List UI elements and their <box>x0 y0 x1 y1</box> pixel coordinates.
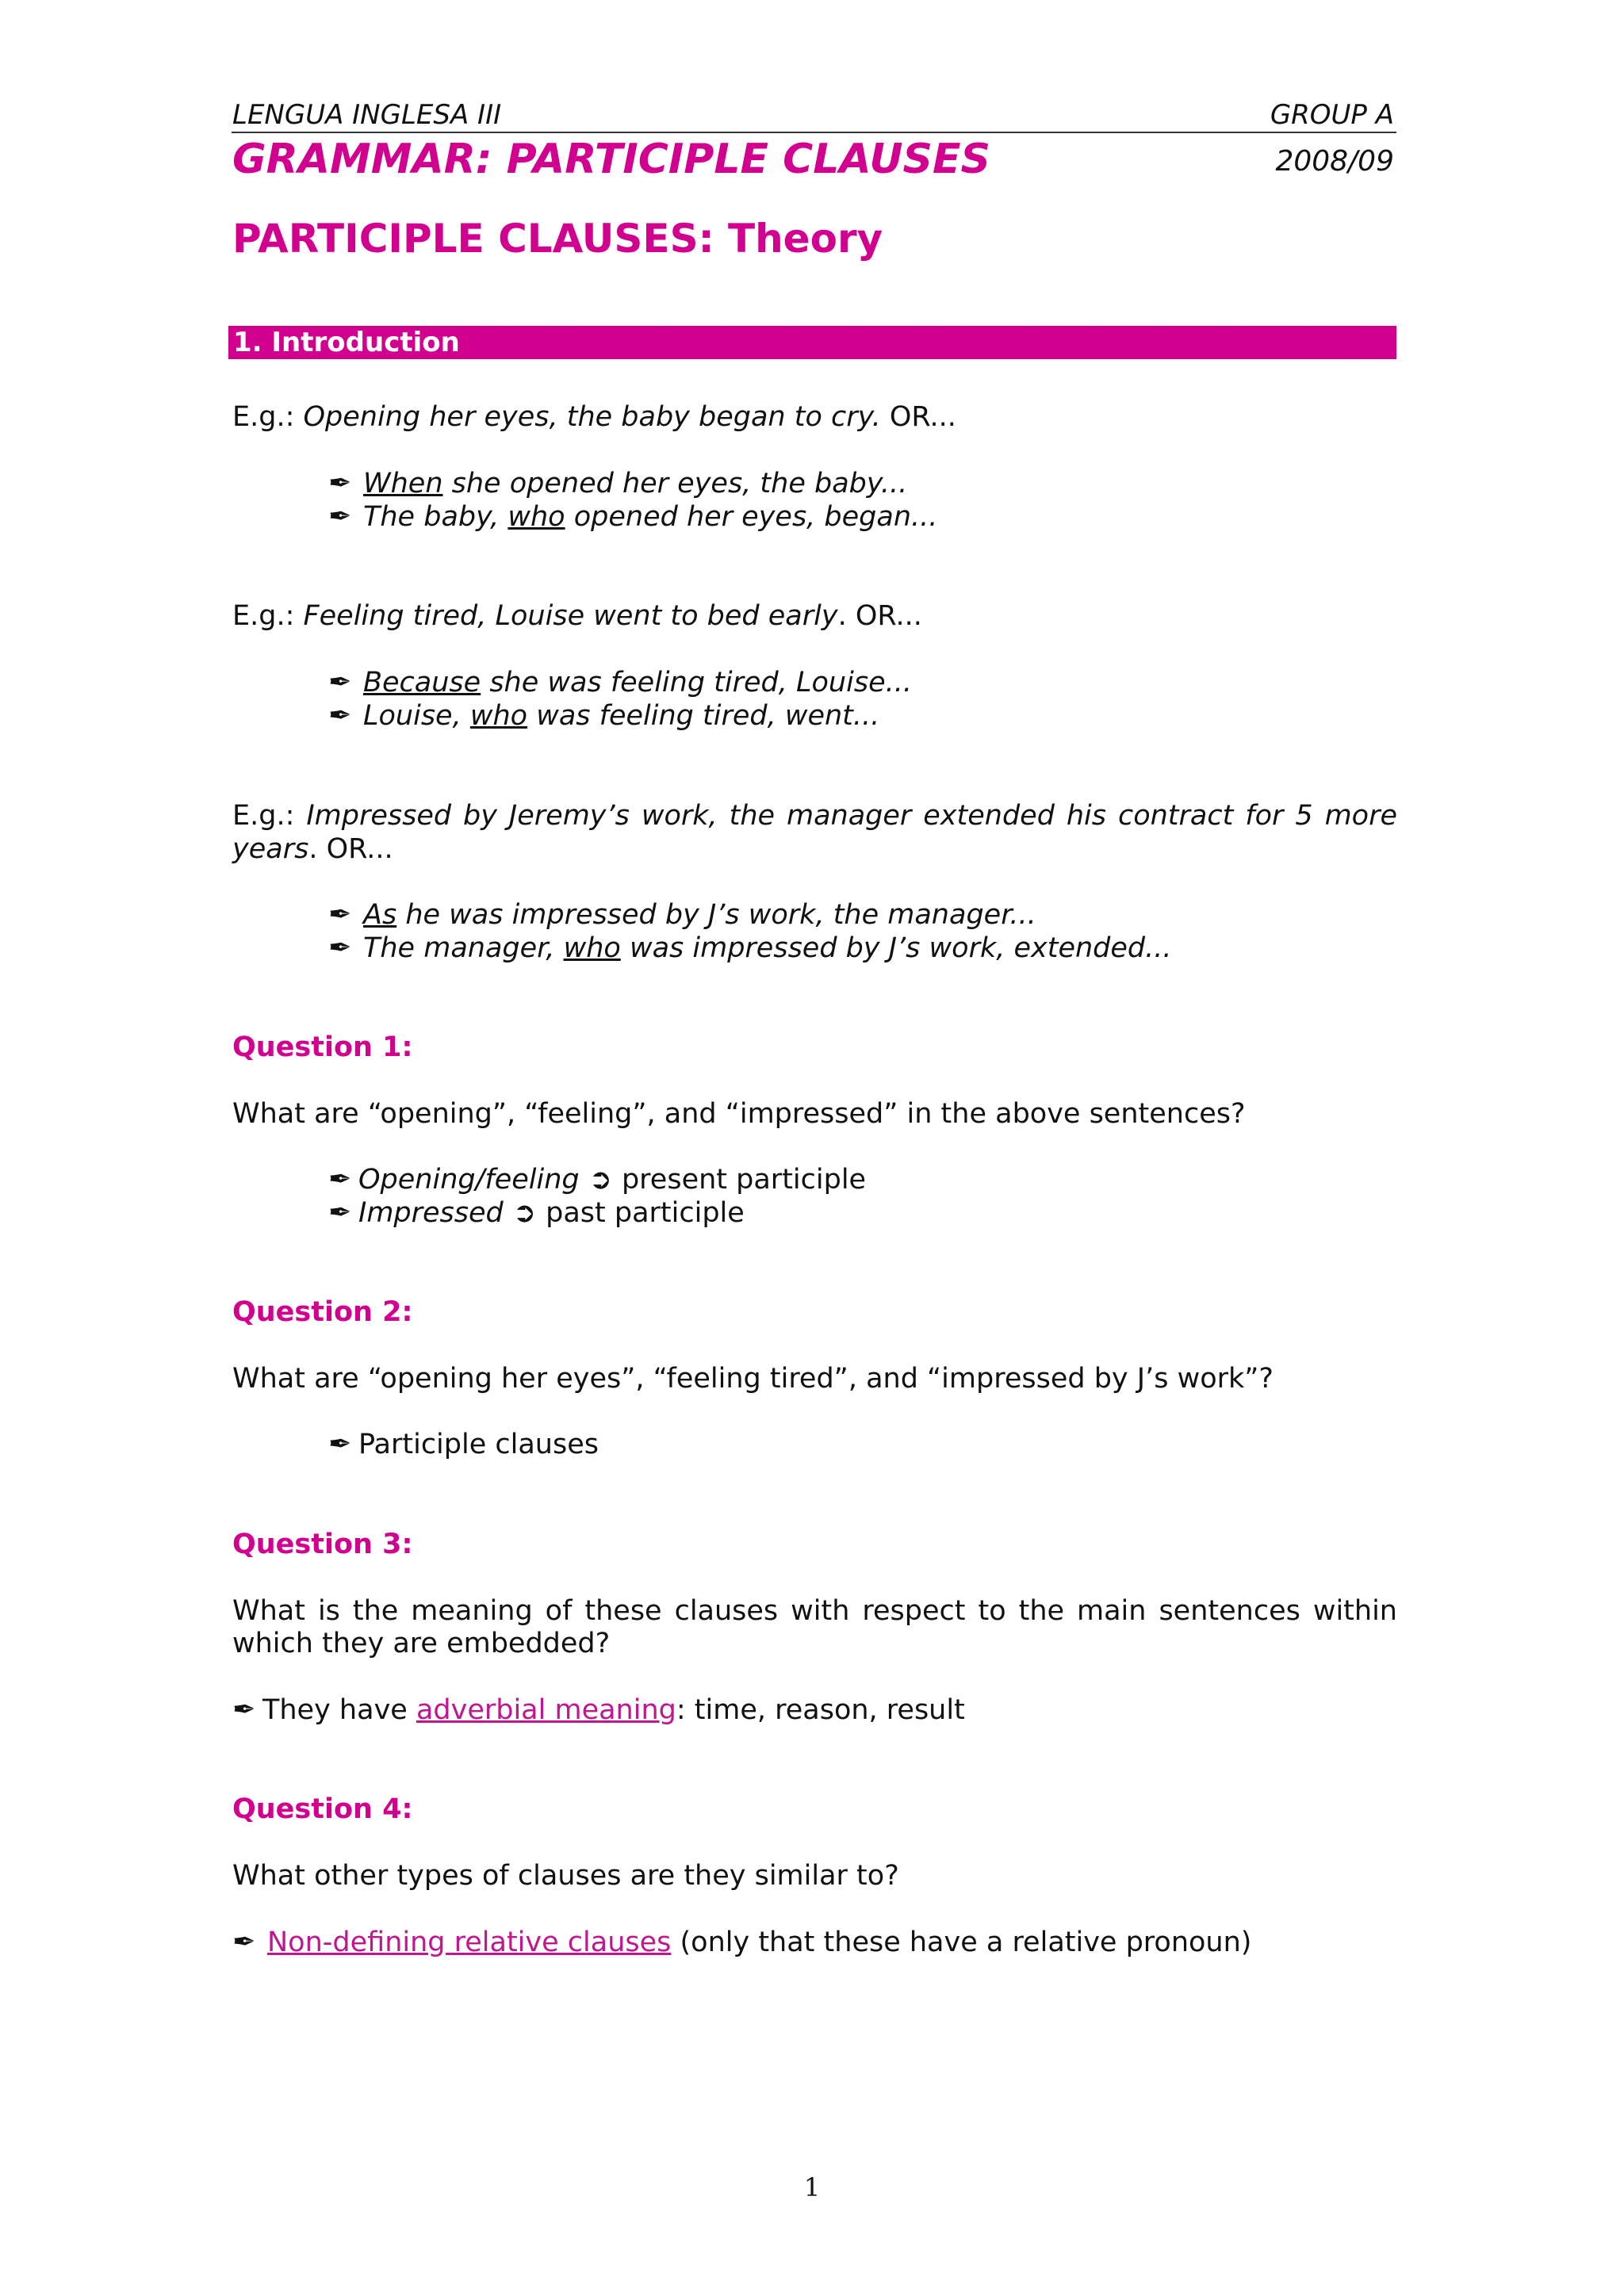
keyword: As <box>363 899 397 931</box>
example-sentence: Opening her eyes, the baby began to cry. <box>303 401 881 433</box>
example-3-line-2: years. OR... <box>232 833 393 865</box>
example-1 <box>232 400 956 434</box>
example-prefix: E.g.: <box>232 800 307 832</box>
document-title: GRAMMAR: PARTICIPLE CLAUSES <box>232 136 990 183</box>
adverbial-meaning-link[interactable]: adverbial meaning <box>416 1694 676 1726</box>
non-defining-relative-clauses-link[interactable]: Non-defining relative clauses <box>267 1927 672 1958</box>
pen-bullet-icon: ✒ <box>232 1694 256 1726</box>
question-3-text-line-2: which they are embedded? <box>232 1628 611 1659</box>
pen-bullet-icon: ✒ <box>328 700 352 732</box>
question-4-label: Question 4: <box>232 1793 413 1825</box>
keyword: who <box>563 932 621 964</box>
keyword: Because <box>363 667 481 698</box>
example-2 <box>232 599 922 633</box>
question-4-text: What other types of clauses are they similar to? <box>232 1860 899 1892</box>
page-number: 1 <box>803 2172 821 2202</box>
academic-year: 2008/09 <box>1275 145 1394 178</box>
keyword: who <box>469 700 528 732</box>
header-rule <box>232 132 1396 133</box>
keyword: When <box>363 468 443 499</box>
example-prefix: E.g.: <box>232 401 304 433</box>
example-1-bullet-2: ✒ The baby, who opened her eyes, began... <box>328 501 938 533</box>
question-4-answer: ✒ Non-defining relative clauses (only that these have a relative pronoun) <box>232 1927 1252 1958</box>
example-3-bullet-1: ✒ As he was impressed by J’s work, the manager... <box>328 899 1036 931</box>
pen-bullet-icon: ✒ <box>328 1429 352 1460</box>
pen-bullet-icon: ✒ <box>328 468 352 499</box>
or-label: . OR... <box>837 600 922 632</box>
question-2-label: Question 2: <box>232 1296 413 1328</box>
pen-bullet-icon: ✒ <box>328 1197 352 1229</box>
arrow-right-icon: ➲ <box>512 1197 537 1229</box>
question-1-answer-1: ✒ Opening/feeling ➲ present participle <box>328 1164 867 1196</box>
question-2-answer: ✒ Participle clauses <box>328 1429 599 1460</box>
or-label: . OR... <box>308 833 393 865</box>
example-2-bullet-2: ✒ Louise, who was feeling tired, went... <box>328 700 880 732</box>
question-3-label: Question 3: <box>232 1529 413 1560</box>
group-label: GROUP A <box>1270 99 1394 131</box>
course-name: LENGUA INGLESA III <box>232 99 502 131</box>
pen-bullet-icon: ✒ <box>328 899 352 931</box>
question-1-label: Question 1: <box>232 1031 413 1063</box>
question-3-answer: ✒ They have adverbial meaning: time, reason, result <box>232 1694 965 1726</box>
arrow-right-icon: ➲ <box>588 1164 612 1196</box>
example-2-bullet-1: ✒ Because she was feeling tired, Louise... <box>328 667 912 698</box>
pen-bullet-icon: ✒ <box>328 501 352 533</box>
page-subtitle: PARTICIPLE CLAUSES: Theory <box>232 216 883 262</box>
pen-bullet-icon: ✒ <box>328 932 352 964</box>
example-sentence: Feeling tired, Louise went to bed early <box>303 600 838 632</box>
example-1-bullet-1: ✒ When she opened her eyes, the baby... <box>328 468 908 499</box>
question-2-text: What are “opening her eyes”, “feeling tired”, and “impressed by J’s work”? <box>232 1363 1274 1395</box>
example-sentence: Impressed by Jeremy’s work, the manager extended his contract for 5 more <box>306 800 1397 832</box>
question-1-answer-2: ✒ Impressed ➲ past participle <box>328 1197 745 1229</box>
question-1-text: What are “opening”, “feeling”, and “impressed” in the above sentences? <box>232 1098 1246 1130</box>
section-heading-introduction: 1. Introduction <box>228 326 1396 359</box>
keyword: who <box>508 501 565 533</box>
pen-bullet-icon: ✒ <box>328 667 352 698</box>
question-3-text-line-1: What is the meaning of these clauses with respect to the main sentences within <box>232 1595 1397 1627</box>
pen-bullet-icon: ✒ <box>328 1164 352 1196</box>
example-prefix: E.g.: <box>232 600 304 632</box>
example-3-line-1 <box>232 799 1397 832</box>
pen-bullet-icon: ✒ <box>232 1927 256 1958</box>
example-3-bullet-2: ✒ The manager, who was impressed by J’s work, extended... <box>328 932 1172 964</box>
or-label: OR... <box>880 401 956 433</box>
